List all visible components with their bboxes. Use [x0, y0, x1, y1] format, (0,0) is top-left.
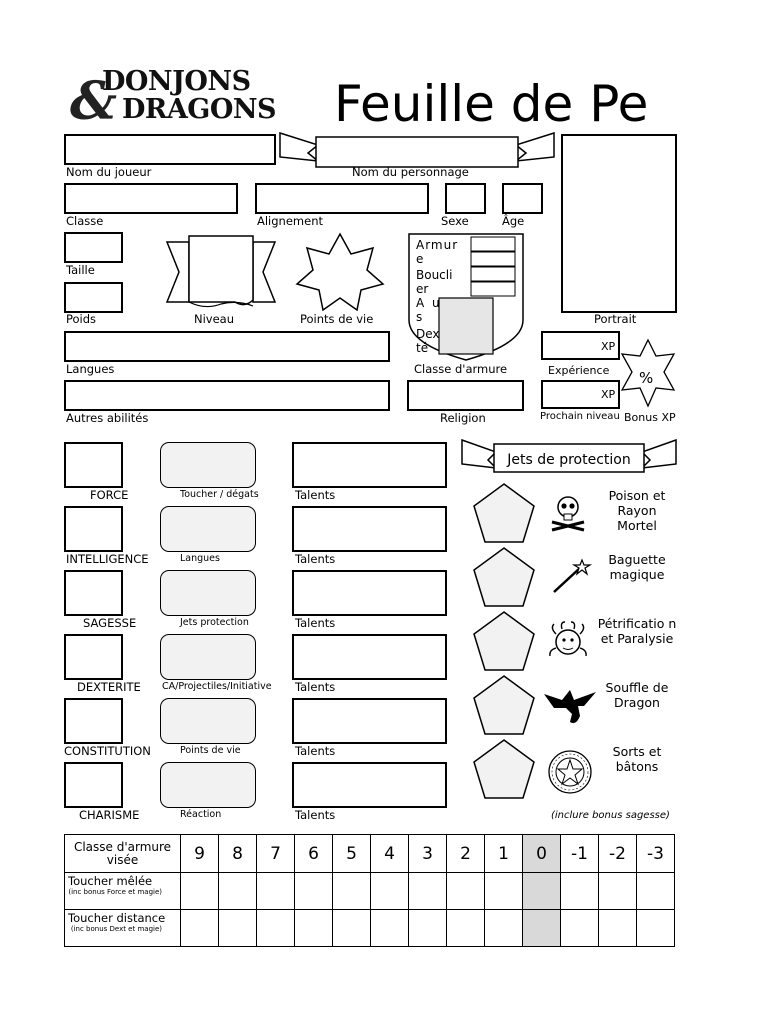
to-hit-cell[interactable] [523, 873, 561, 910]
to-hit-cell[interactable] [333, 873, 371, 910]
to-hit-cell[interactable] [371, 910, 409, 947]
target-ac-value: 1 [485, 835, 523, 873]
player-name-field[interactable] [64, 134, 276, 165]
to-hit-cell[interactable] [257, 910, 295, 947]
save-label: Baguette magique [608, 552, 666, 582]
ability-score-box[interactable] [64, 634, 123, 680]
armor-label: Armur e [416, 238, 459, 266]
to-hit-cell[interactable] [295, 873, 333, 910]
class-field[interactable] [64, 183, 238, 214]
other-label: A u s [416, 296, 442, 324]
percent-sign: % [639, 369, 654, 387]
other-abilities-field[interactable] [64, 380, 390, 411]
xp-bonus-label: Bonus XP [624, 411, 676, 424]
ability-modifier-box[interactable] [160, 442, 256, 488]
armor-class-label: Classe d'armure [414, 362, 508, 376]
character-name-label: Nom du personnage [352, 165, 469, 179]
next-level-label: Prochain niveau [540, 411, 620, 422]
level-label: Niveau [194, 312, 235, 326]
save-label: Pétrificatio n et Paralysie [597, 616, 677, 646]
save-value-pentagon[interactable] [472, 674, 536, 740]
to-hit-cell[interactable] [561, 873, 599, 910]
ability-modifier-label: Toucher / dégats [180, 489, 259, 500]
ability-name: INTELLIGENCE [66, 552, 149, 566]
languages-label: Langues [66, 362, 115, 376]
save-value-pentagon[interactable] [472, 546, 536, 612]
ability-modifier-label: Points de vie [180, 745, 241, 756]
experience-label: Expérience [548, 364, 610, 377]
save-label: Poison et Rayon Mortel [608, 488, 666, 533]
to-hit-cell[interactable] [485, 910, 523, 947]
medusa-icon [546, 620, 590, 668]
ability-modifier-box[interactable] [160, 634, 256, 680]
ability-modifier-label: Langues [180, 553, 220, 564]
target-ac-value: 8 [219, 835, 257, 873]
magic-wand-icon [550, 556, 594, 600]
save-label: Sorts et bâtons [612, 744, 662, 774]
sex-field[interactable] [445, 183, 486, 214]
ability-modifier-label: Réaction [180, 809, 222, 820]
xp-tag: XP [601, 340, 616, 353]
target-ac-value: 3 [409, 835, 447, 873]
religion-field[interactable] [407, 380, 524, 411]
ability-modifier-box[interactable] [160, 570, 256, 616]
logo-amp: & [70, 71, 117, 132]
target-ac-value: 4 [371, 835, 409, 873]
target-ac-value: 5 [333, 835, 371, 873]
to-hit-cell[interactable] [257, 873, 295, 910]
ability-talents-label: Talents [295, 616, 336, 630]
portrait-box[interactable] [561, 134, 677, 313]
to-hit-cell[interactable] [219, 910, 257, 947]
target-ac-header: Classe d'armure visée [65, 835, 181, 873]
ability-score-box[interactable] [64, 698, 123, 744]
target-ac-value: -1 [561, 835, 599, 873]
target-ac-value: 7 [257, 835, 295, 873]
to-hit-table [64, 834, 675, 947]
target-ac-value: 0 [523, 835, 561, 873]
height-label: Taille [66, 263, 95, 277]
to-hit-cell[interactable] [371, 873, 409, 910]
ability-talents-box[interactable] [292, 698, 447, 744]
level-scroll[interactable] [165, 232, 277, 312]
sex-label: Sexe [441, 214, 469, 228]
target-ac-value: -2 [599, 835, 637, 873]
ability-modifier-box[interactable] [160, 762, 256, 808]
to-hit-cell[interactable] [485, 873, 523, 910]
ability-talents-box[interactable] [292, 506, 447, 552]
to-hit-row-note: (inc bonus Force et magie) [68, 888, 162, 896]
to-hit-cell[interactable] [409, 910, 447, 947]
ability-modifier-box[interactable] [160, 698, 256, 744]
save-value-pentagon[interactable] [472, 610, 536, 676]
to-hit-cell[interactable] [295, 910, 333, 947]
target-ac-value: 2 [447, 835, 485, 873]
to-hit-row-note: (inc bonus Dext et magie) [70, 925, 162, 933]
logo-bottom: DRAGONS [122, 94, 277, 125]
target-ac-value: 9 [181, 835, 219, 873]
ability-talents-label: Talents [295, 680, 336, 694]
saves-title: Jets de protection [507, 452, 631, 468]
logo-top: DONJONS [102, 66, 251, 97]
dex-label-2: té [416, 341, 429, 355]
save-value-pentagon[interactable] [472, 482, 536, 548]
ability-talents-label: Talents [295, 488, 336, 502]
shield-label: Boucli er [416, 268, 453, 296]
class-label: Classe [66, 214, 104, 228]
target-ac-value: -3 [637, 835, 675, 873]
to-hit-cell[interactable] [637, 910, 675, 947]
ability-talents-box[interactable] [292, 634, 447, 680]
ability-name: DEXTERITE [77, 680, 141, 694]
to-hit-cell[interactable] [447, 910, 485, 947]
to-hit-row-label: Toucher distance (inc bonus Dext et magie) [65, 910, 181, 947]
to-hit-cell[interactable] [637, 873, 675, 910]
ability-talents-label: Talents [295, 744, 336, 758]
page-title: Feuille de Pe [334, 75, 649, 133]
to-hit-cell[interactable] [599, 873, 637, 910]
to-hit-cell[interactable] [219, 873, 257, 910]
ability-talents-label: Talents [295, 808, 336, 822]
other-abilities-label: Autres abilités [66, 411, 149, 425]
to-hit-cell[interactable] [333, 910, 371, 947]
portrait-label: Portrait [594, 312, 637, 326]
ability-modifier-label: Jets protection [180, 617, 249, 628]
languages-field[interactable] [64, 331, 390, 362]
alignment-label: Alignement [257, 214, 323, 228]
ability-score-box[interactable] [64, 570, 123, 616]
alignment-field[interactable] [255, 183, 429, 214]
target-ac-value: 6 [295, 835, 333, 873]
ability-name: CONSTITUTION [64, 744, 151, 758]
age-field[interactable] [502, 183, 543, 214]
ability-talents-box[interactable] [292, 762, 447, 808]
to-hit-cell[interactable] [561, 910, 599, 947]
hp-label: Points de vie [300, 312, 374, 326]
to-hit-cell[interactable] [447, 873, 485, 910]
hp-star[interactable] [295, 232, 385, 312]
xp-tag-2: XP [601, 388, 616, 401]
dnd-logo [70, 64, 310, 134]
weight-label: Poids [66, 312, 97, 326]
player-name-label: Nom du joueur [66, 165, 152, 179]
ability-score-box[interactable] [64, 506, 123, 552]
to-hit-cell[interactable] [523, 910, 561, 947]
ability-name: FORCE [90, 488, 129, 502]
to-hit-cell[interactable] [181, 910, 219, 947]
skull-icon [548, 492, 588, 536]
religion-label: Religion [440, 411, 486, 425]
age-label: Âge [502, 214, 525, 228]
dex-label: Dex [416, 327, 440, 341]
ability-modifier-box[interactable] [160, 506, 256, 552]
to-hit-row-label: Toucher mêlée (inc bonus Force et magie) [65, 873, 181, 910]
ability-talents-box[interactable] [292, 570, 447, 616]
ability-score-box[interactable] [64, 762, 123, 808]
saves-note: (inclure bonus sagesse) [551, 810, 670, 821]
ability-talents-label: Talents [295, 552, 336, 566]
ability-name: SAGESSE [83, 616, 137, 630]
ability-talents-box[interactable] [292, 442, 447, 488]
ability-modifier-label: CA/Projectiles/Initiative [162, 681, 272, 692]
to-hit-cell[interactable] [409, 873, 447, 910]
save-label: Souffle de Dragon [605, 680, 669, 710]
dragon-icon [540, 684, 600, 732]
ability-name: CHARISME [79, 808, 140, 822]
weight-field[interactable] [64, 282, 123, 313]
ability-score-box[interactable] [64, 442, 123, 488]
save-value-pentagon[interactable] [472, 738, 536, 804]
to-hit-cell[interactable] [599, 910, 637, 947]
spell-seal-icon [546, 748, 594, 800]
to-hit-cell[interactable] [181, 873, 219, 910]
height-field[interactable] [64, 232, 123, 263]
